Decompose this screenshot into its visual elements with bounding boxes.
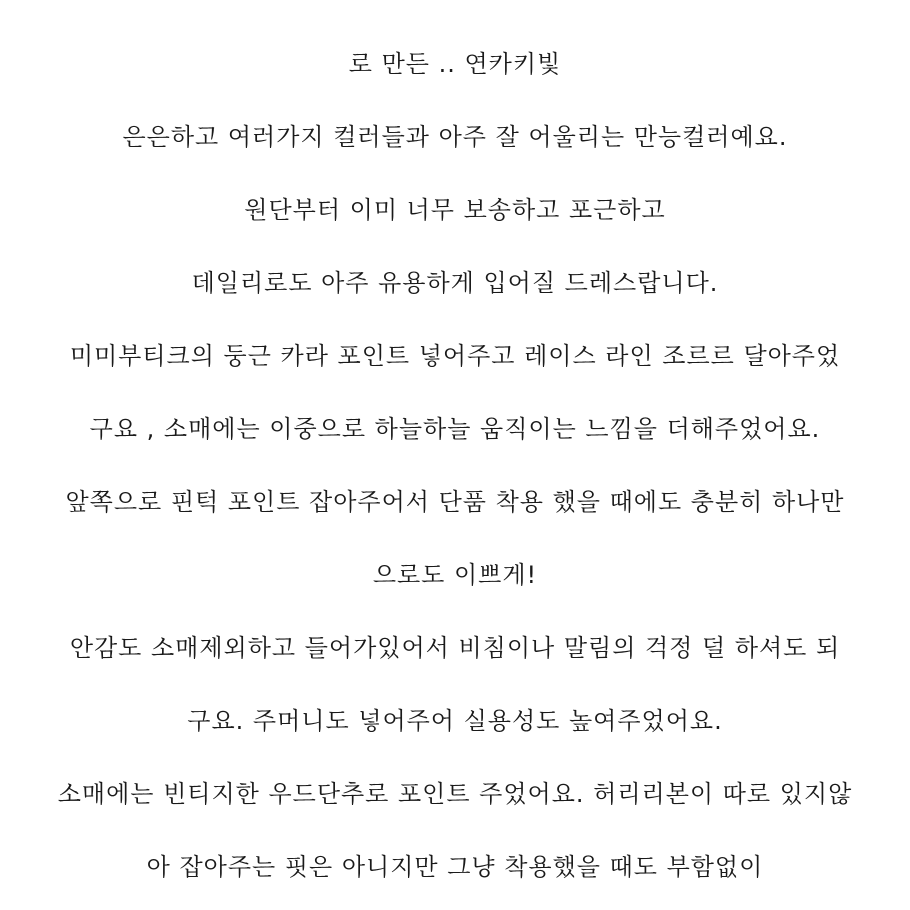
description-line: 아 잡아주는 핏은 아니지만 그냥 착용했을 때도 부함없이	[146, 853, 764, 881]
description-line: 데일리로도 아주 유용하게 입어질 드레스랍니다.	[191, 269, 719, 297]
description-line: 앞쪽으로 핀턱 포인트 잡아주어서 단품 착용 했을 때에도 충분히 하나만	[65, 488, 845, 516]
description-line: 안감도 소매제외하고 들어가있어서 비침이나 말림의 걱정 덜 하셔도 되	[69, 634, 841, 662]
description-line: 미미부티크의 둥근 카라 포인트 넣어주고 레이스 라인 조르르 달아주었	[69, 342, 841, 370]
description-line: 은은하고 여러가지 컬러들과 아주 잘 어울리는 만능컬러예요.	[122, 123, 788, 151]
description-line: 구요 , 소매에는 이중으로 하늘하늘 움직이는 느낌을 더해주었어요.	[89, 415, 821, 443]
description-line: 소매에는 빈티지한 우드단추로 포인트 주었어요. 허리리본이 따로 있지않	[57, 780, 853, 808]
description-line: 으로도 이쁘게!	[372, 561, 538, 589]
description-line: 원단부터 이미 너무 보송하고 포근하고	[244, 196, 666, 224]
description-line: 로 만든 .. 연카키빛	[348, 50, 562, 78]
description-line: 구요. 주머니도 넣어주어 실용성도 높여주었어요.	[187, 707, 723, 735]
